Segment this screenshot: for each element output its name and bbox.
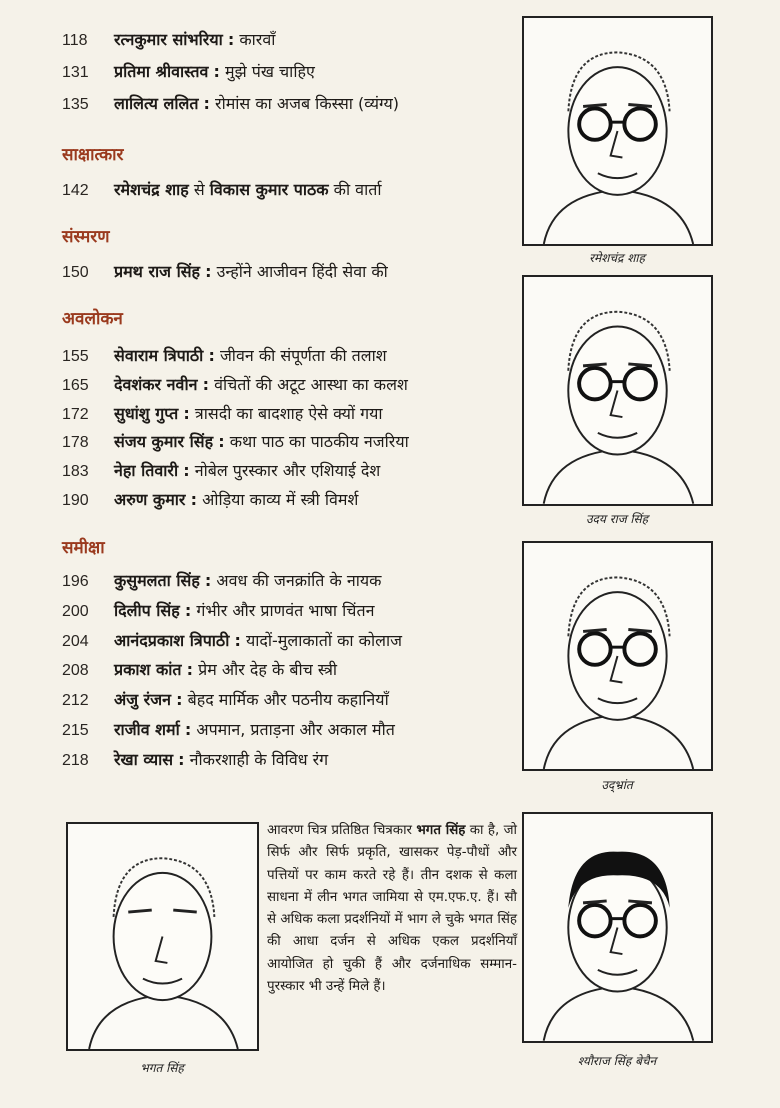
portrait-drawing — [524, 277, 711, 504]
section-heading: साक्षात्कार — [62, 145, 124, 165]
toc-entry[interactable] — [62, 403, 383, 426]
toc-entry[interactable] — [62, 431, 409, 454]
toc-entry[interactable] — [62, 659, 337, 682]
section-heading: अवलोकन — [62, 309, 123, 329]
portrait-ramesh-chandra-shah — [522, 16, 713, 246]
separator: : — [208, 346, 215, 365]
portrait-drawing — [524, 543, 711, 769]
separator: : — [213, 62, 220, 81]
page-number: 196 — [62, 573, 89, 590]
article-title: कारवाँ — [239, 30, 276, 49]
toc-entry[interactable] — [62, 570, 381, 593]
portrait-bhagat-singh — [66, 822, 259, 1051]
page-number: 215 — [62, 722, 89, 739]
article-title: उन्होंने आजीवन हिंदी सेवा की — [216, 262, 388, 281]
article-title: नौकरशाही के विविध रंग — [189, 749, 329, 769]
page-number: 190 — [62, 492, 89, 509]
portrait-udbhrant — [522, 541, 713, 771]
portrait-drawing — [524, 18, 711, 244]
toc-entry[interactable] — [62, 61, 315, 84]
page-number: 172 — [62, 405, 89, 423]
article-title: यादों-मुलाकातों का कोलाज — [245, 630, 402, 650]
page-number: 212 — [62, 692, 89, 710]
portrait-caption: श्यौराज सिंह बेचैन — [577, 1054, 657, 1068]
toc-entry[interactable] — [62, 630, 402, 653]
portrait-shyauraj-singh-bechain — [522, 812, 713, 1043]
article-title: वंचितों की अटूट आस्था का कलश — [214, 374, 408, 394]
separator: : — [227, 30, 235, 49]
page-number: 135 — [62, 96, 89, 113]
portrait-caption: रमेशचंद्र शाह — [589, 251, 645, 265]
page-number: 142 — [62, 182, 89, 199]
toc-entry[interactable] — [62, 719, 395, 742]
author: सेवाराम त्रिपाठी — [114, 346, 204, 365]
cover-note-body: का है, जो सिर्फ और सिर्फ प्रकृति, खासकर पेड़-पौधों और पत्तियों पर काम करते रहे हैं। तीन दशक से कला साधना में लीन भगत जामिया से एम.एफ.ए. हैं। सौ से अधिक कला प्रदर्शनियों में भाग ले चुके भगत सिंह की आधा दर्जन से अधिक एकल प्रदर्शनियाँ आयोजित हो चुकी हैं और दर्जनाधिक सम्मान-पुरस्कार भी उन्हें मिले हैं। — [267, 823, 517, 995]
toc-entry[interactable] — [62, 93, 399, 116]
toc-entry[interactable] — [62, 749, 328, 772]
cover-note-lead: आवरण चित्र प्रतिष्ठित चित्रकार — [267, 823, 413, 838]
toc-entry[interactable] — [62, 460, 380, 483]
page-number: 178 — [62, 434, 89, 452]
article-title: नोबेल पुरस्कार और एशियाई देश — [194, 461, 381, 481]
page-number: 165 — [62, 376, 89, 394]
author: लालित्य ललित — [114, 94, 199, 113]
cover-artist-name: भगत सिंह — [416, 823, 466, 838]
page-number: 218 — [62, 751, 89, 769]
author: प्रमथ राज सिंह — [114, 262, 201, 281]
author: प्रकाश कांत — [114, 660, 182, 680]
page-number: 150 — [62, 264, 89, 281]
separator: : — [203, 94, 210, 113]
separator: : — [190, 490, 197, 509]
article-title: अपमान, प्रताड़ना और अकाल मौत — [196, 720, 395, 739]
author: देवशंकर नवीन — [114, 374, 198, 394]
toc-entry[interactable] — [62, 345, 387, 368]
article-title: प्रेम और देह के बीच स्त्री — [198, 660, 338, 680]
toc-entry[interactable] — [62, 600, 374, 623]
toc-entry[interactable] — [62, 29, 275, 52]
article-title: की वार्ता — [333, 180, 382, 199]
page-number: 131 — [62, 64, 89, 81]
portrait-caption: भगत सिंह — [140, 1061, 184, 1075]
separator: : — [184, 720, 192, 739]
separator: : — [218, 432, 225, 452]
toc-entry[interactable] — [62, 179, 381, 202]
separator: : — [183, 403, 190, 423]
separator: : — [178, 749, 185, 769]
toc-entry[interactable] — [62, 689, 389, 712]
interviewee: रमेशचंद्र शाह — [114, 180, 189, 199]
page-number: 155 — [62, 348, 89, 365]
separator: : — [204, 571, 212, 590]
author: आनंदप्रकाश त्रिपाठी — [114, 630, 230, 650]
article-title: बेहद मार्मिक और पठनीय कहानियाँ — [187, 690, 389, 710]
author: रेखा व्यास — [114, 749, 174, 769]
portrait-caption: उद्भ्रांत — [601, 778, 633, 792]
article-title: जीवन की संपूर्णता की तलाश — [219, 346, 387, 365]
article-title: मुझे पंख चाहिए — [225, 62, 315, 81]
separator: : — [183, 461, 190, 481]
interviewer: विकास कुमार पाठक — [209, 180, 329, 199]
separator: : — [202, 374, 209, 394]
author: सुधांशु गुप्त — [114, 403, 179, 423]
author: नेहा तिवारी — [114, 461, 179, 481]
separator: : — [205, 262, 212, 281]
author: प्रतिमा श्रीवास्तव — [114, 62, 209, 81]
author: अंजु रंजन — [114, 690, 171, 710]
page-number: 208 — [62, 662, 89, 680]
article-title: रोमांस का अजब किस्सा (व्यंग्य) — [215, 94, 400, 113]
page-number: 204 — [62, 632, 89, 650]
toc-entry[interactable] — [62, 374, 408, 397]
connector: से — [193, 180, 205, 199]
article-title: त्रासदी का बादशाह ऐसे क्यों गया — [194, 403, 383, 423]
author: संजय कुमार सिंह — [114, 432, 214, 452]
page-number: 200 — [62, 602, 89, 620]
author: राजीव शर्मा — [114, 720, 180, 739]
article-title: कथा पाठ का पाठकीय नजरिया — [229, 432, 409, 452]
author: अरुण कुमार — [114, 490, 186, 509]
article-title: अवध की जनक्रांति के नायक — [216, 571, 382, 590]
separator: : — [186, 660, 194, 680]
page-number: 183 — [62, 463, 89, 481]
separator: : — [176, 690, 183, 710]
author: कुसुमलता सिंह — [114, 571, 200, 590]
portrait-drawing — [68, 824, 257, 1049]
portrait-uday-raj-singh — [522, 275, 713, 506]
separator: : — [234, 630, 241, 650]
toc-entry[interactable] — [62, 261, 388, 284]
cover-note — [267, 820, 517, 998]
toc-entry[interactable] — [62, 489, 358, 512]
section-heading: संस्मरण — [62, 227, 110, 247]
page-number: 118 — [62, 32, 88, 49]
author: रत्नकुमार सांभरिया — [114, 30, 223, 49]
article-title: गंभीर और प्राणवंत भाषा चिंतन — [196, 600, 375, 620]
portrait-caption: उदय राज सिंह — [585, 512, 649, 526]
section-heading: समीक्षा — [62, 538, 105, 558]
author: दिलीप सिंह — [114, 600, 180, 620]
article-title: ओड़िया काव्य में स्त्री विमर्श — [202, 490, 359, 509]
portrait-drawing — [524, 814, 711, 1041]
separator: : — [184, 600, 192, 620]
